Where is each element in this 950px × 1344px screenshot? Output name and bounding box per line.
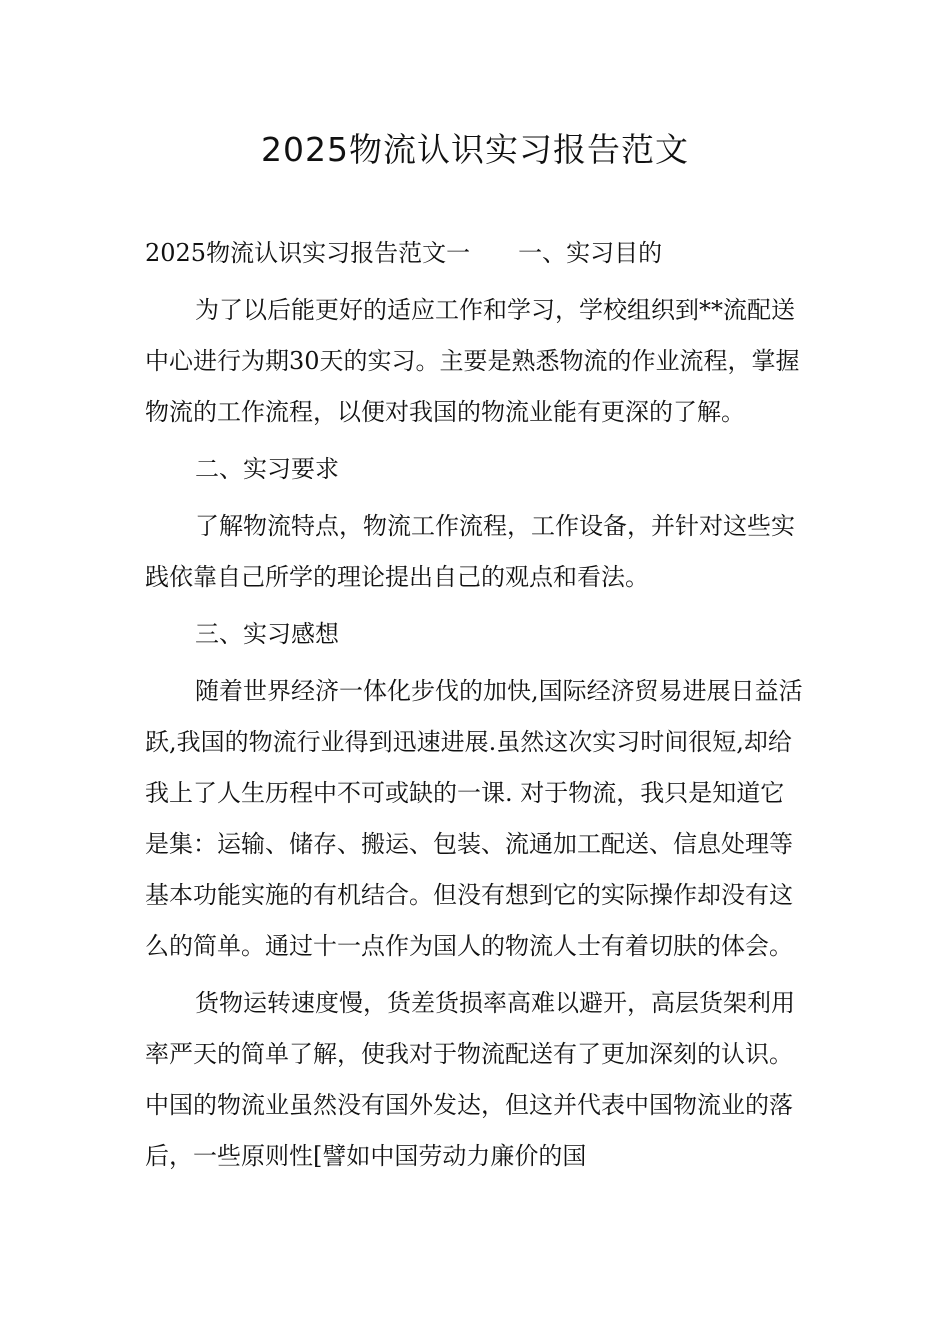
paragraph-reflections: 随着世界经济一体化步伐的加快,国际经济贸易进展日益活跃,我国的物流行业得到迅速进展.虽然这次实习时间很短,却给我上了人生历程中不可或缺的一课. 对于物流，我只是知道它是集：运输、储存、搬运、包装、流通加工配送、信息处理等基本功能实施的有机结合。但没有想到它的实际操作却没有这么的简单。通过十一点作为国人的物流人士有着切肤的体会。 (145, 677, 803, 960)
subtitle-line (145, 228, 807, 279)
section-heading-reflections: 三、实习感想 (195, 620, 339, 648)
section-heading-requirements: 二、实习要求 (195, 455, 339, 483)
section-heading-purpose: 一、实习目的 (518, 239, 663, 267)
document-body (145, 228, 807, 1182)
paragraph-requirements: 了解物流特点，物流工作流程，工作设备，并针对这些实践依靠自己所学的理论提出自己的观点和看法。 (145, 512, 795, 591)
document-title: 2025物流认识实习报告范文 (261, 130, 689, 169)
paragraph-observations: 货物运转速度慢，货差货损率高难以避开，高层货架利用率严天的简单了解，使我对于物流配送有了更加深刻的认识。中国的物流业虽然没有国外发达，但这并代表中国物流业的落后，一些原则性[譬如中国劳动力廉价的国 (145, 989, 795, 1170)
document-subtitle: 2025物流认识实习报告范文一 (145, 239, 471, 267)
paragraph-purpose: 为了以后能更好的适应工作和学习，学校组织到**流配送中心进行为期30天的实习。主要是熟悉物流的作业流程，掌握物流的工作流程，以便对我国的物流业能有更深的了解。 (145, 296, 800, 426)
